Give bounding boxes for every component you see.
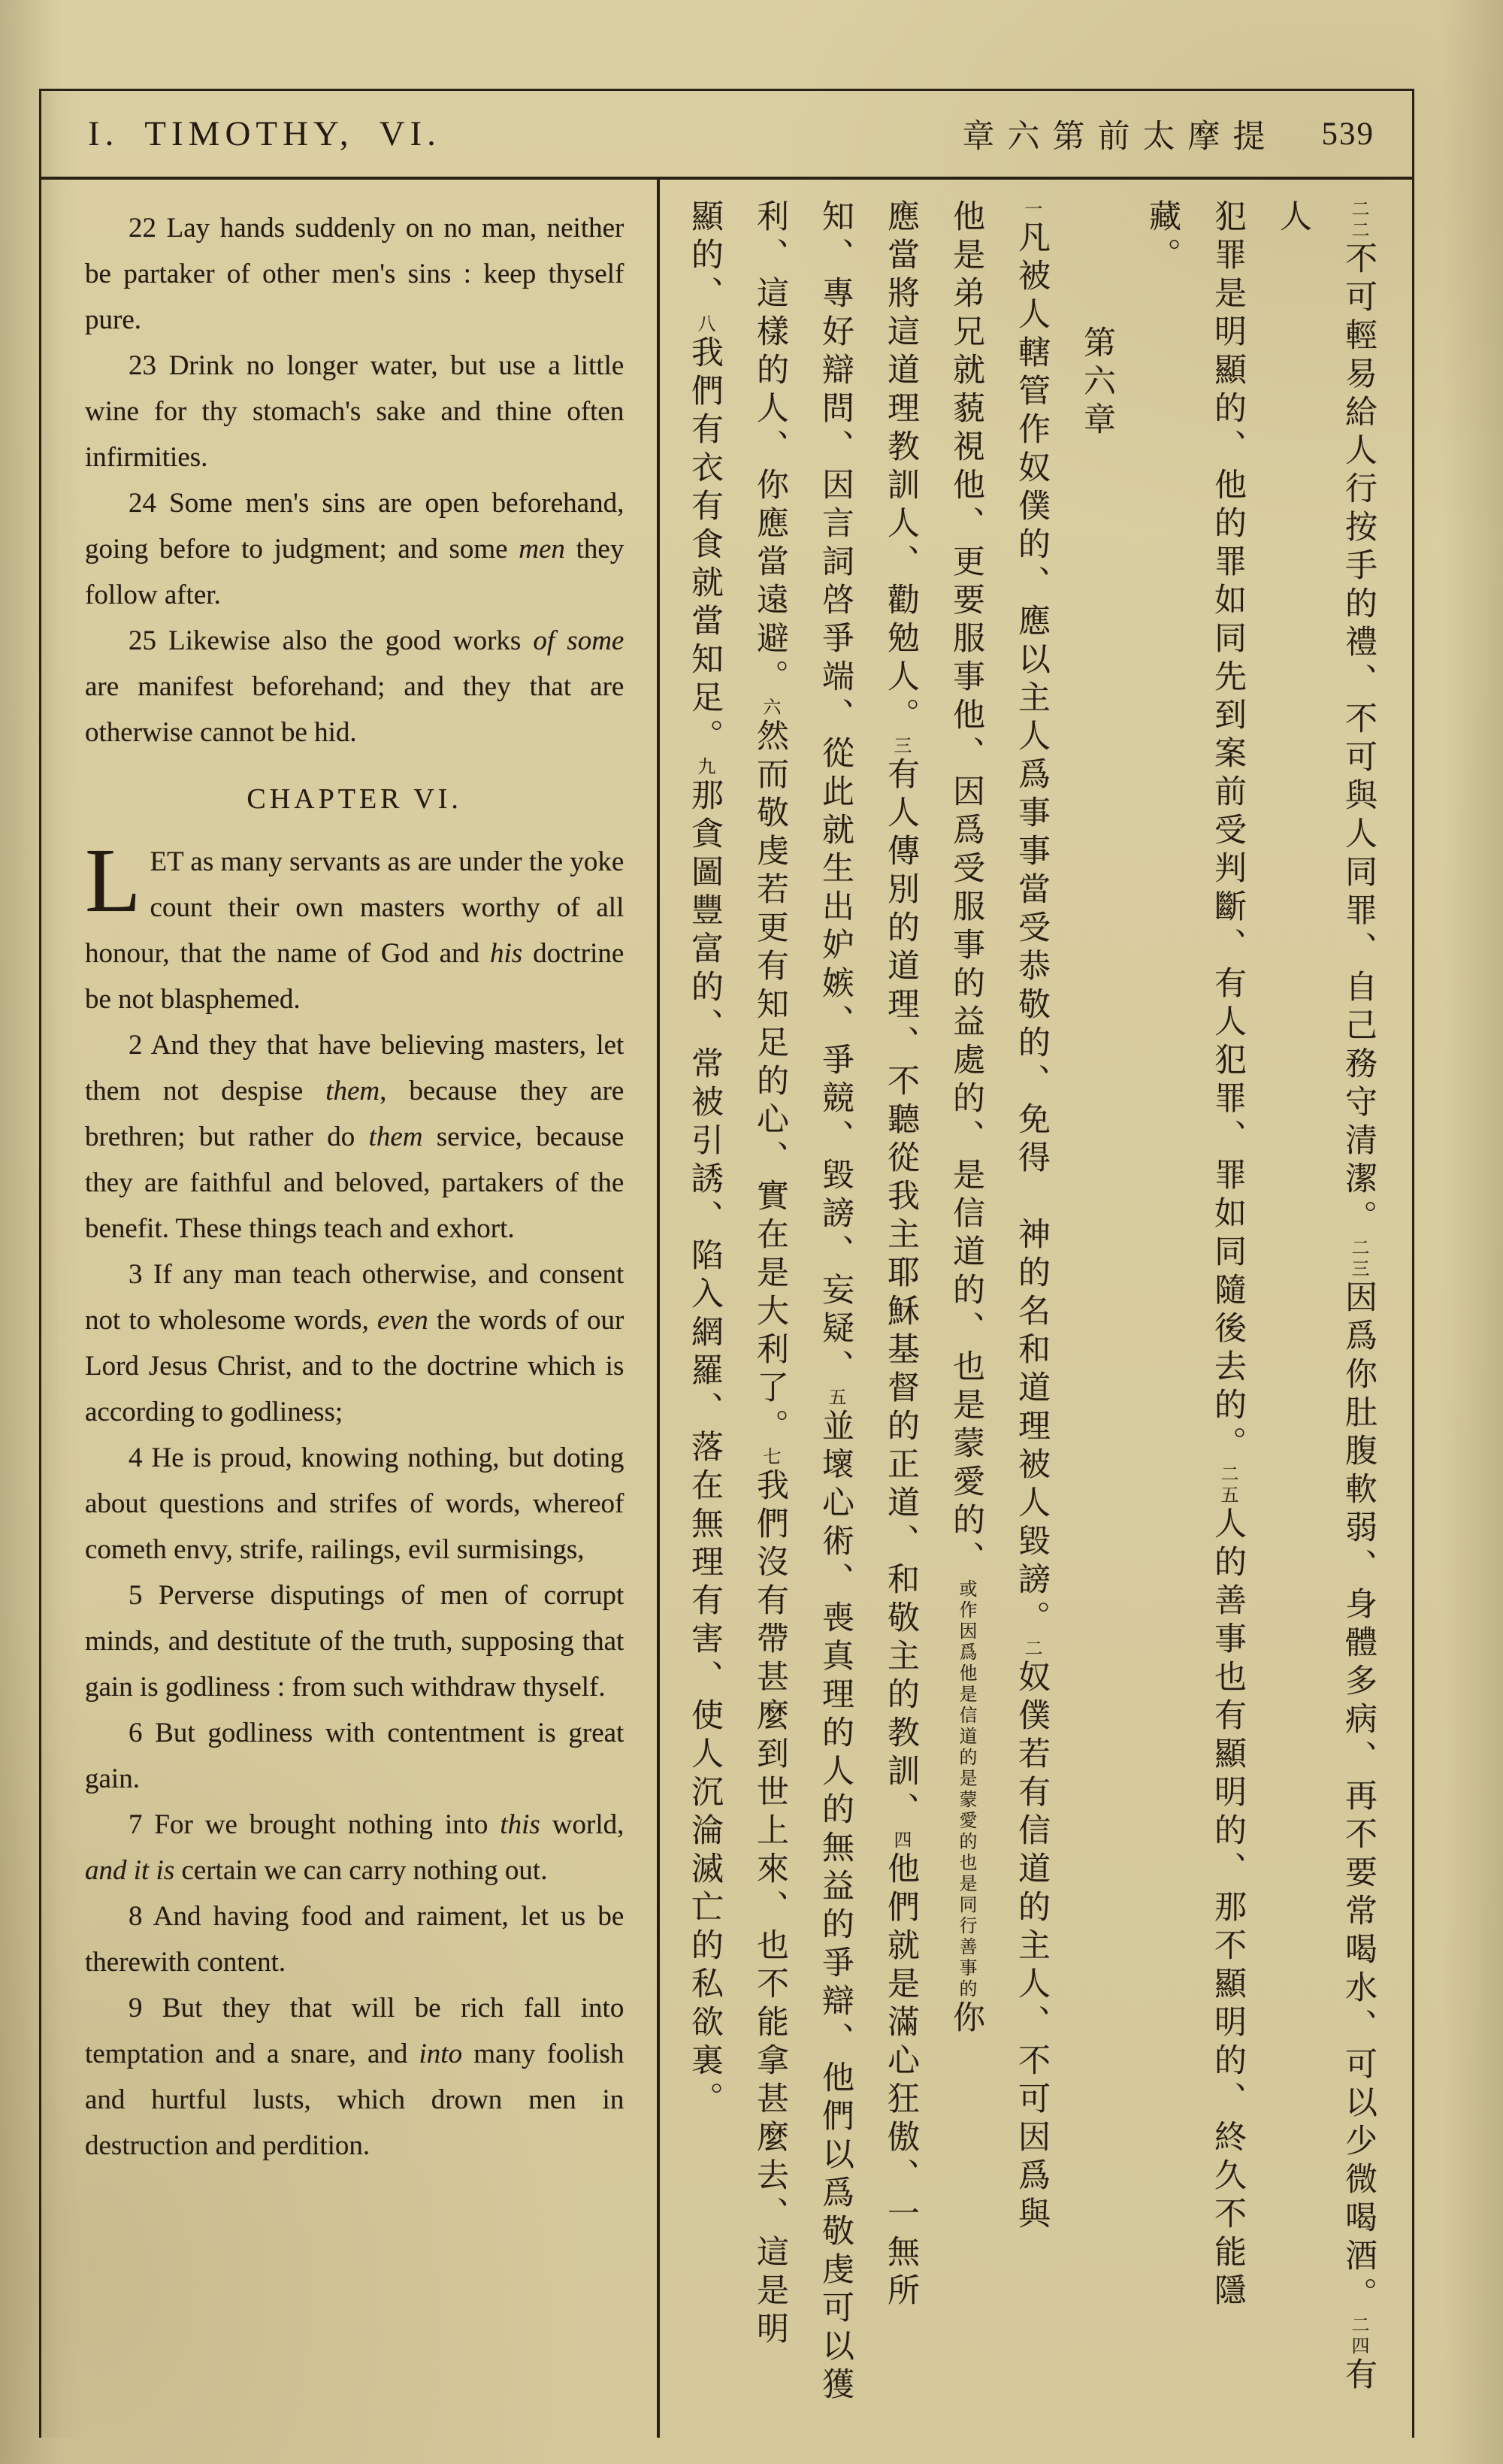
cn-column-10: 顯的、八我們有衣有食就當知足。九那貪圖豐富的、常被引誘、陷入網羅、落在無理有害、使人沉淪滅亡的私欲裏。 xyxy=(686,199,724,2120)
verse-25: 25 Likewise also the good works of some are manifest beforehand; and they that are otherwise cannot be hid. xyxy=(85,625,624,748)
verse-8: 8 And having food and raiment, let us be therewith content. xyxy=(85,1901,624,1978)
cn-column-2: 犯罪是明顯的、他的罪如同先到案前受判斷、有人犯罪、罪如同隨後去的。二五人的善事也有顯明的、那不顯明的、終久不能隱 xyxy=(1209,199,1247,2311)
page-frame xyxy=(39,89,1414,2438)
cn-column-chapter: 第六章 xyxy=(1078,325,1116,440)
page-header xyxy=(41,91,1412,180)
cn-column-7: 應當將這道理教訓人、勸勉人。三有人傳別的道理、不聽從我主耶穌基督的正道、和敬主的教訓、四他們就是滿心狂傲、一無所 xyxy=(882,199,920,2311)
cn-column-3: 藏。 xyxy=(1144,199,1181,276)
verse-9: 9 But they that will be rich fall into temptation and a snare, and into many foolish and hurtful lusts, which drown men in destruction and perdition. xyxy=(85,1993,624,2161)
cn-column-9: 利、這樣的人、你應當遠避。六然而敬虔若更有知足的心、實在是大利了。七我們沒有帶甚麼到世上來、也不能拿甚麼去、這是明 xyxy=(752,199,789,2350)
drop-cap: L xyxy=(85,830,141,931)
running-title-english: I. TIMOTHY, VI. xyxy=(88,114,441,153)
cn-column-6: 他是弟兄就藐視他、更要服事他、因爲受服事的益處的、是信道的、也是蒙愛的、或作因爲他是信道的是蒙愛的也是同行善事的你 xyxy=(948,199,985,2039)
cn-column-5: 一凡被人轄管作奴僕的、應以主人爲事事當受恭敬的、免得 神的名和道理被人毀謗。二奴僕若有信道的主人、不可因爲與 xyxy=(1013,199,1051,2235)
verse-22: 22 Lay hands suddenly on no man, neither be partaker of other men's sins : keep thyself pure. xyxy=(85,213,624,335)
verse-5: 5 Perverse disputings of men of corrupt minds, and destitute of the truth, supposing that gain is godliness : from such withdraw thyself. xyxy=(85,1580,624,1703)
header-right xyxy=(963,111,1375,157)
verse-6: 6 But godliness with contentment is great gain. xyxy=(85,1718,624,1794)
verse-2: 2 And they that have believing masters, let them not despise them, because they are brethren; but rather do them service, because they are faithful and beloved, partakers of the benefit. These things teach and exhort. xyxy=(85,1030,624,1244)
verse-1: LET as many servants as are under the yoke count their own masters worthy of all honour, that the name of God and his doctrine be not blasphemed. xyxy=(85,830,624,1015)
cn-column-1: 二二不可輕易給人行按手的禮、不可與人同罪、自己務守清潔。二三因爲你肚腹軟弱、身體多病、再不要常喝水、可以少微喝酒。二四有人 xyxy=(1275,199,1377,2396)
english-column xyxy=(41,180,657,2438)
verse-24: 24 Some men's sins are open beforehand, going before to judgment; and some men they follow after. xyxy=(85,488,624,610)
page-body xyxy=(41,180,1412,2438)
verse-7: 7 For we brought nothing into this world, and it is certain we can carry nothing out. xyxy=(85,1809,624,1886)
page-number: 539 xyxy=(1321,116,1374,152)
verse-23: 23 Drink no longer water, but use a little wine for thy stomach's sake and thine often infirmities. xyxy=(85,350,624,473)
verse-3: 3 If any man teach otherwise, and consent not to wholesome words, even the words of our Lord Jesus Christ, and to the doctrine which is according to godliness; xyxy=(85,1259,624,1427)
verse-4: 4 He is proud, knowing nothing, but doting about questions and strifes of words, whereof cometh envy, strife, railings, evil surmisings, xyxy=(85,1442,624,1565)
chinese-column-area xyxy=(660,180,1412,2438)
running-title-chinese: 章六第前太摩提 xyxy=(962,117,1278,156)
chapter-heading: CHAPTER VI. xyxy=(246,783,462,815)
cn-column-8: 知、專好辯問、因言詞啓爭端、從此就生出妒嫉、爭競、毀謗、妄疑、五並壞心術、喪真理的人的無益的爭辯、他們以爲敬虔可以獲 xyxy=(817,199,854,2405)
